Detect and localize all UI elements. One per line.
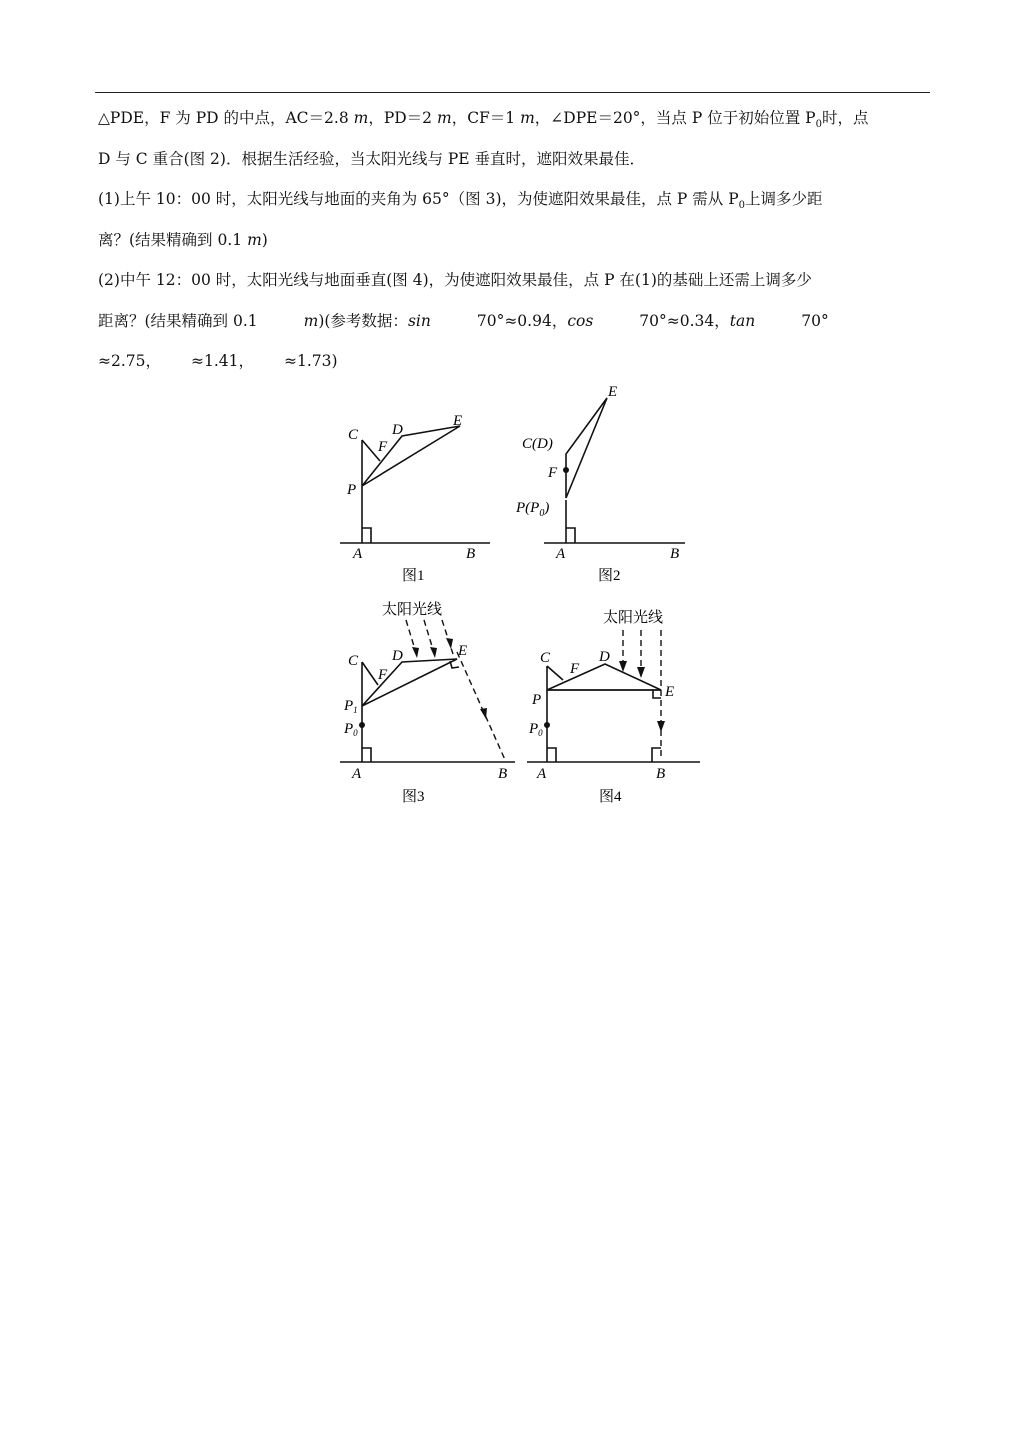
- figure-1: [330, 380, 510, 590]
- label-e: E: [458, 643, 468, 659]
- label-p0: [343, 721, 358, 738]
- subscript: 0: [815, 119, 822, 131]
- label-e: E: [453, 413, 463, 429]
- problem-text: [98, 104, 928, 388]
- label-b: B: [466, 546, 476, 562]
- problem-line-2: D 与 C 重合(图 2)．根据生活经验，当太阳光线与 PE 垂直时，遮阳效果最佳．: [98, 149, 646, 168]
- sin-label: sin: [407, 311, 431, 330]
- label-a: A: [352, 766, 362, 782]
- figure-4: [515, 590, 715, 810]
- figure-1-caption: 图1: [402, 568, 425, 584]
- figure-3: [330, 590, 530, 810]
- label-f: F: [548, 465, 558, 481]
- text-segment: ≈2.75，: [98, 352, 161, 370]
- header-rule: [95, 92, 930, 93]
- label-p1-main: P: [344, 698, 354, 714]
- tan-label: tan: [729, 311, 756, 330]
- problem-line-1: [98, 104, 928, 145]
- label-p0-main: P: [529, 721, 539, 737]
- label-c: C: [348, 653, 359, 669]
- label-p-p0: [515, 500, 549, 519]
- label-c: C: [348, 427, 359, 443]
- unit-m: m: [436, 109, 452, 127]
- label-a: A: [353, 546, 363, 562]
- label-d: D: [599, 649, 610, 665]
- text-segment: )(参考数据：: [318, 311, 408, 330]
- label-e: E: [665, 684, 675, 700]
- figure-2-caption: 图2: [598, 568, 621, 584]
- label-p: P: [532, 692, 542, 708]
- label-f: F: [378, 667, 388, 683]
- unit-m: m: [303, 311, 319, 330]
- text-segment: 距离？(结果精确到 0.1: [98, 311, 258, 330]
- label-a: A: [537, 766, 547, 782]
- label-p0: [528, 721, 543, 738]
- cos-label: cos: [567, 311, 594, 330]
- problem-line-4: [98, 226, 928, 267]
- text-segment: ，CF＝1: [451, 109, 521, 127]
- label-b: B: [656, 766, 666, 782]
- label-p: P: [347, 482, 357, 498]
- figure-3-caption: 图3: [402, 789, 425, 805]
- label-p-close: ): [544, 500, 550, 516]
- text-segment: ，∠DPE＝20°，当点 P 位于初始位置 P: [534, 109, 816, 127]
- text-segment: 时，点: [821, 109, 869, 127]
- text-segment: ): [261, 230, 268, 249]
- text-segment: 离？(结果精确到 0.1: [98, 230, 248, 249]
- text-segment: 70°≈0.94，: [476, 311, 568, 330]
- problem-line-6: [98, 307, 928, 348]
- text-segment: 上调多少距: [745, 190, 823, 208]
- figure-4-caption: 图4: [599, 789, 622, 805]
- sunlight-label: 太阳光线: [603, 610, 664, 626]
- label-b: B: [498, 766, 508, 782]
- subscript: 0: [738, 200, 746, 212]
- label-d: D: [392, 422, 403, 438]
- text-segment: 70°: [801, 311, 829, 330]
- label-p0-sub: 0: [353, 728, 358, 738]
- unit-m: m: [520, 109, 535, 127]
- label-c: C: [540, 650, 551, 666]
- label-e: E: [608, 384, 618, 400]
- unit-m: m: [247, 230, 262, 249]
- label-f: F: [570, 661, 580, 677]
- unit-m: m: [353, 109, 369, 127]
- label-p1-sub: 1: [353, 705, 358, 715]
- text-segment: (1)上午 10：00 时，太阳光线与地面的夹角为 65°（图 3)，为使遮阳效果最佳，点 P 需从 P: [98, 190, 739, 208]
- label-a: A: [556, 546, 566, 562]
- label-b: B: [670, 546, 680, 562]
- problem-line-3: [98, 185, 928, 226]
- label-f: F: [378, 439, 388, 455]
- label-p: P(P: [516, 500, 540, 516]
- label-p-sub: 0: [539, 508, 545, 519]
- point-p0: [544, 722, 550, 728]
- text-segment: 70°≈0.34，: [639, 311, 730, 330]
- label-cd: C(D): [522, 436, 553, 452]
- label-p0-main: P: [344, 721, 354, 737]
- figure-2: [510, 380, 700, 590]
- text-segment: ，PD＝2: [368, 109, 437, 127]
- label-p0-sub: 0: [538, 728, 543, 738]
- text-segment: ≈1.73): [284, 352, 338, 370]
- point-p0: [359, 722, 365, 728]
- label-d: D: [392, 648, 403, 664]
- point-f: [563, 467, 569, 473]
- label-p1: [343, 698, 358, 715]
- sunlight-label: 太阳光线: [382, 602, 443, 618]
- problem-line-5: (2)中午 12：00 时，太阳光线与地面垂直(图 4)，为使遮阳效果最佳，点 P 在(1)的基础上还需上调多少: [98, 271, 812, 289]
- text-segment: ≈1.41，: [191, 352, 254, 370]
- text-segment: △PDE，F 为 PD 的中点，AC＝2.8: [98, 109, 354, 127]
